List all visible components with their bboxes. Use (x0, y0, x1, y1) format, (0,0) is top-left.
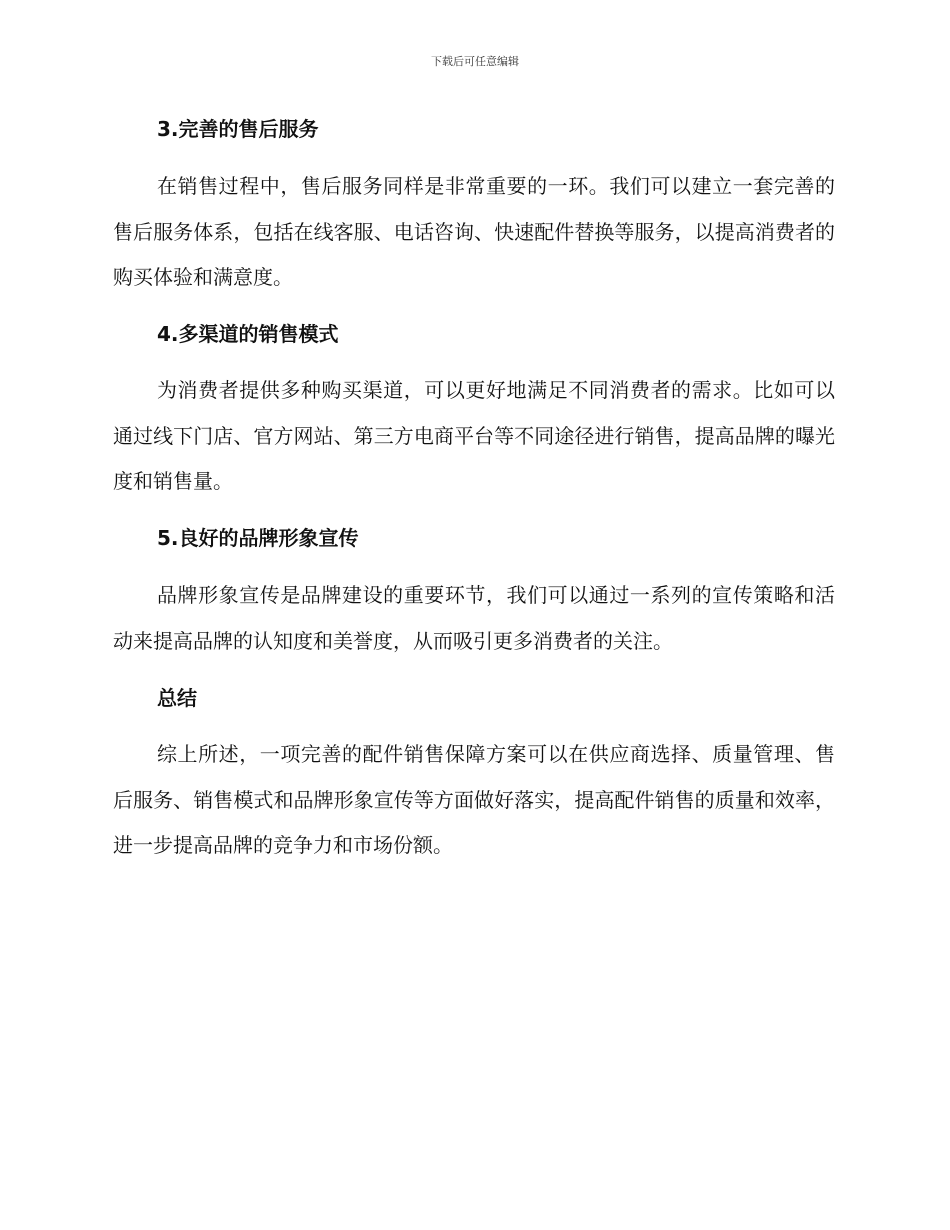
section-heading-after-sales: 3.完善的售后服务 (157, 117, 319, 141)
section-heading-multichannel: 4.多渠道的销售模式 (157, 322, 339, 346)
section-paragraph-multichannel: 为消费者提供多种购买渠道，可以更好地满足不同消费者的需求。比如可以通过线下门店、官方网站、第三方电商平台等不同途径进行销售，提高品牌的曝光度和销售量。 (113, 378, 835, 493)
page-header-note: 下载后可任意编辑 (431, 55, 519, 68)
section-paragraph-after-sales: 在销售过程中，售后服务同样是非常重要的一环。我们可以建立一套完善的售后服务体系，包括在线客服、电话咨询、快速配件替换等服务，以提高消费者的购买体验和满意度。 (113, 174, 835, 289)
section-paragraph-brand-image: 品牌形象宣传是品牌建设的重要环节，我们可以通过一系列的宣传策略和活动来提高品牌的认知度和美誉度，从而吸引更多消费者的关注。 (113, 583, 835, 653)
section-heading-summary: 总结 (157, 686, 197, 710)
section-heading-brand-image: 5.良好的品牌形象宣传 (157, 526, 359, 550)
section-paragraph-summary: 综上所述，一项完善的配件销售保障方案可以在供应商选择、质量管理、售后服务、销售模式和品牌形象宣传等方面做好落实，提高配件销售的质量和效率，进一步提高品牌的竞争力和市场份额。 (113, 742, 835, 857)
